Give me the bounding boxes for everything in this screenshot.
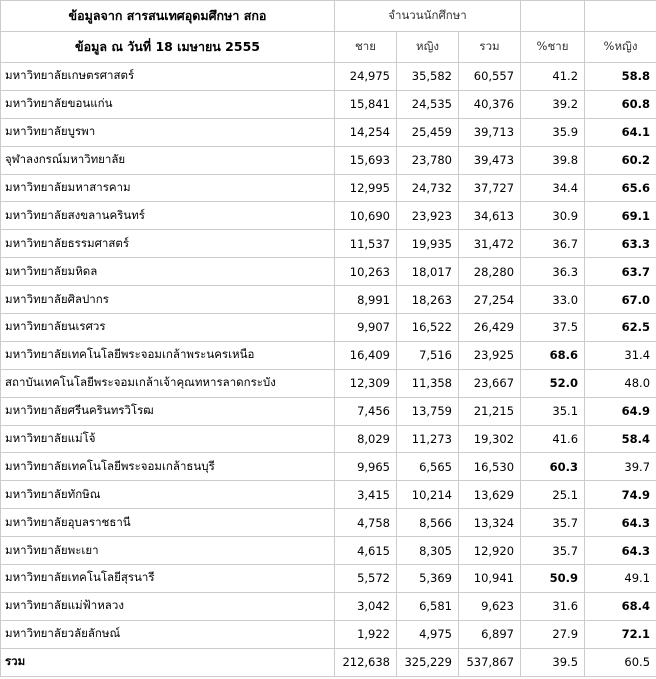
male-count: 9,965 xyxy=(335,453,397,481)
female-count: 10,214 xyxy=(397,481,459,509)
male-count: 10,263 xyxy=(335,258,397,286)
pct-male: 35.7 xyxy=(521,509,585,537)
pct-female: 68.4 xyxy=(585,592,656,620)
empty-header-cell xyxy=(585,1,656,32)
male-count: 3,415 xyxy=(335,481,397,509)
pct-male: 60.3 xyxy=(521,453,585,481)
table-row xyxy=(1,369,656,397)
university-name: มหาวิทยาลัยอุบลราชธานี xyxy=(1,509,335,537)
pct-female: 64.3 xyxy=(585,509,656,537)
female-count: 8,305 xyxy=(397,537,459,565)
col-header-pct-female: %หญิง xyxy=(585,32,656,63)
male-count: 24,975 xyxy=(335,63,397,91)
pct-female: 74.9 xyxy=(585,481,656,509)
table-row xyxy=(1,258,656,286)
col-header-male: ชาย xyxy=(335,32,397,63)
table-title: ข้อมูลจาก สารสนเทศอุดมศึกษา สกอ xyxy=(1,1,335,32)
table-row xyxy=(1,202,656,230)
total-count: 21,215 xyxy=(459,397,521,425)
pct-male: 36.7 xyxy=(521,230,585,258)
pct-male: 41.2 xyxy=(521,63,585,91)
male-count: 4,758 xyxy=(335,509,397,537)
university-name: มหาวิทยาลัยมหาสารคาม xyxy=(1,174,335,202)
total-count: 537,867 xyxy=(459,648,521,676)
total-count: 16,530 xyxy=(459,453,521,481)
col-header-pct-male: %ชาย xyxy=(521,32,585,63)
table-row xyxy=(1,397,656,425)
pct-female: 64.1 xyxy=(585,118,656,146)
pct-male: 36.3 xyxy=(521,258,585,286)
pct-female: 64.3 xyxy=(585,537,656,565)
female-count: 25,459 xyxy=(397,118,459,146)
pct-female: 67.0 xyxy=(585,286,656,314)
female-count: 7,516 xyxy=(397,341,459,369)
total-count: 12,920 xyxy=(459,537,521,565)
total-count: 39,473 xyxy=(459,146,521,174)
female-count: 24,535 xyxy=(397,90,459,118)
female-count: 19,935 xyxy=(397,230,459,258)
university-name: จุฬาลงกรณ์มหาวิทยาลัย xyxy=(1,146,335,174)
university-name: มหาวิทยาลัยวลัยลักษณ์ xyxy=(1,620,335,648)
male-count: 5,572 xyxy=(335,565,397,593)
university-name: มหาวิทยาลัยบูรพา xyxy=(1,118,335,146)
pct-female: 60.8 xyxy=(585,90,656,118)
pct-male: 27.9 xyxy=(521,620,585,648)
table-row xyxy=(1,509,656,537)
pct-male: 34.4 xyxy=(521,174,585,202)
university-name: สถาบันเทคโนโลยีพระจอมเกล้าเจ้าคุณทหารลาดกระบัง xyxy=(1,369,335,397)
table-row xyxy=(1,453,656,481)
pct-male: 35.1 xyxy=(521,397,585,425)
table-row xyxy=(1,118,656,146)
pct-female: 69.1 xyxy=(585,202,656,230)
pct-male: 39.5 xyxy=(521,648,585,676)
female-count: 18,017 xyxy=(397,258,459,286)
table-row xyxy=(1,230,656,258)
pct-female: 63.7 xyxy=(585,258,656,286)
total-count: 9,623 xyxy=(459,592,521,620)
total-row xyxy=(1,648,656,676)
table-row xyxy=(1,425,656,453)
pct-female: 58.4 xyxy=(585,425,656,453)
male-count: 11,537 xyxy=(335,230,397,258)
pct-male: 35.9 xyxy=(521,118,585,146)
pct-female: 63.3 xyxy=(585,230,656,258)
university-name: มหาวิทยาลัยเกษตรศาสตร์ xyxy=(1,63,335,91)
pct-female: 48.0 xyxy=(585,369,656,397)
pct-male: 50.9 xyxy=(521,565,585,593)
pct-female: 62.5 xyxy=(585,314,656,342)
header-row-2 xyxy=(1,32,656,63)
pct-female: 31.4 xyxy=(585,341,656,369)
female-count: 8,566 xyxy=(397,509,459,537)
student-count-group-header: จำนวนนักศึกษา xyxy=(335,1,521,32)
pct-male: 39.8 xyxy=(521,146,585,174)
male-count: 16,409 xyxy=(335,341,397,369)
table-row xyxy=(1,90,656,118)
total-count: 28,280 xyxy=(459,258,521,286)
pct-female: 60.5 xyxy=(585,648,656,676)
total-count: 34,613 xyxy=(459,202,521,230)
female-count: 23,780 xyxy=(397,146,459,174)
col-header-female: หญิง xyxy=(397,32,459,63)
female-count: 6,565 xyxy=(397,453,459,481)
university-name: มหาวิทยาลัยพะเยา xyxy=(1,537,335,565)
table-row xyxy=(1,174,656,202)
male-count: 12,309 xyxy=(335,369,397,397)
male-count: 3,042 xyxy=(335,592,397,620)
male-count: 1,922 xyxy=(335,620,397,648)
table-row xyxy=(1,592,656,620)
female-count: 16,522 xyxy=(397,314,459,342)
female-count: 23,923 xyxy=(397,202,459,230)
total-count: 13,324 xyxy=(459,509,521,537)
male-count: 15,693 xyxy=(335,146,397,174)
university-name: มหาวิทยาลัยเทคโนโลยีพระจอมเกล้าพระนครเหนือ xyxy=(1,341,335,369)
table-row xyxy=(1,620,656,648)
pct-female: 60.2 xyxy=(585,146,656,174)
header-row-1 xyxy=(1,1,656,32)
table-row xyxy=(1,63,656,91)
male-count: 15,841 xyxy=(335,90,397,118)
pct-male: 33.0 xyxy=(521,286,585,314)
total-count: 13,629 xyxy=(459,481,521,509)
total-count: 37,727 xyxy=(459,174,521,202)
pct-male: 41.6 xyxy=(521,425,585,453)
date-line: ข้อมูล ณ วันที่ 18 เมษายน 2555 xyxy=(1,32,335,63)
total-count: 10,941 xyxy=(459,565,521,593)
pct-male: 37.5 xyxy=(521,314,585,342)
university-name: มหาวิทยาลัยมหิดล xyxy=(1,258,335,286)
pct-male: 25.1 xyxy=(521,481,585,509)
table-row xyxy=(1,341,656,369)
male-count: 10,690 xyxy=(335,202,397,230)
table-row xyxy=(1,565,656,593)
male-count: 212,638 xyxy=(335,648,397,676)
pct-female: 72.1 xyxy=(585,620,656,648)
pct-male: 52.0 xyxy=(521,369,585,397)
university-name: มหาวิทยาลัยศิลปากร xyxy=(1,286,335,314)
university-name: มหาวิทยาลัยศรีนครินทรวิโรฒ xyxy=(1,397,335,425)
pct-female: 64.9 xyxy=(585,397,656,425)
pct-male: 39.2 xyxy=(521,90,585,118)
pct-male: 35.7 xyxy=(521,537,585,565)
pct-female: 65.6 xyxy=(585,174,656,202)
table-row xyxy=(1,481,656,509)
table-row xyxy=(1,537,656,565)
total-count: 6,897 xyxy=(459,620,521,648)
university-name: มหาวิทยาลัยสงขลานครินทร์ xyxy=(1,202,335,230)
total-count: 19,302 xyxy=(459,425,521,453)
female-count: 24,732 xyxy=(397,174,459,202)
university-name: รวม xyxy=(1,648,335,676)
male-count: 7,456 xyxy=(335,397,397,425)
female-count: 18,263 xyxy=(397,286,459,314)
male-count: 4,615 xyxy=(335,537,397,565)
pct-male: 30.9 xyxy=(521,202,585,230)
university-name: มหาวิทยาลัยขอนแก่น xyxy=(1,90,335,118)
pct-female: 49.1 xyxy=(585,565,656,593)
university-name: มหาวิทยาลัยแม่โจ้ xyxy=(1,425,335,453)
empty-header-cell xyxy=(521,1,585,32)
pct-female: 58.8 xyxy=(585,63,656,91)
university-name: มหาวิทยาลัยเทคโนโลยีพระจอมเกล้าธนบุรี xyxy=(1,453,335,481)
university-name: มหาวิทยาลัยแม่ฟ้าหลวง xyxy=(1,592,335,620)
total-count: 31,472 xyxy=(459,230,521,258)
total-count: 23,667 xyxy=(459,369,521,397)
male-count: 8,029 xyxy=(335,425,397,453)
total-count: 27,254 xyxy=(459,286,521,314)
female-count: 4,975 xyxy=(397,620,459,648)
table-row xyxy=(1,314,656,342)
university-name: มหาวิทยาลัยนเรศวร xyxy=(1,314,335,342)
male-count: 12,995 xyxy=(335,174,397,202)
male-count: 8,991 xyxy=(335,286,397,314)
total-count: 60,557 xyxy=(459,63,521,91)
total-count: 40,376 xyxy=(459,90,521,118)
col-header-total: รวม xyxy=(459,32,521,63)
total-count: 26,429 xyxy=(459,314,521,342)
female-count: 5,369 xyxy=(397,565,459,593)
total-count: 23,925 xyxy=(459,341,521,369)
male-count: 14,254 xyxy=(335,118,397,146)
university-name: มหาวิทยาลัยทักษิณ xyxy=(1,481,335,509)
female-count: 6,581 xyxy=(397,592,459,620)
female-count: 13,759 xyxy=(397,397,459,425)
female-count: 35,582 xyxy=(397,63,459,91)
table-row xyxy=(1,286,656,314)
university-name: มหาวิทยาลัยเทคโนโลยีสุรนารี xyxy=(1,565,335,593)
pct-male: 68.6 xyxy=(521,341,585,369)
female-count: 325,229 xyxy=(397,648,459,676)
pct-male: 31.6 xyxy=(521,592,585,620)
female-count: 11,358 xyxy=(397,369,459,397)
total-count: 39,713 xyxy=(459,118,521,146)
male-count: 9,907 xyxy=(335,314,397,342)
table-row xyxy=(1,146,656,174)
university-name: มหาวิทยาลัยธรรมศาสตร์ xyxy=(1,230,335,258)
pct-female: 39.7 xyxy=(585,453,656,481)
female-count: 11,273 xyxy=(397,425,459,453)
